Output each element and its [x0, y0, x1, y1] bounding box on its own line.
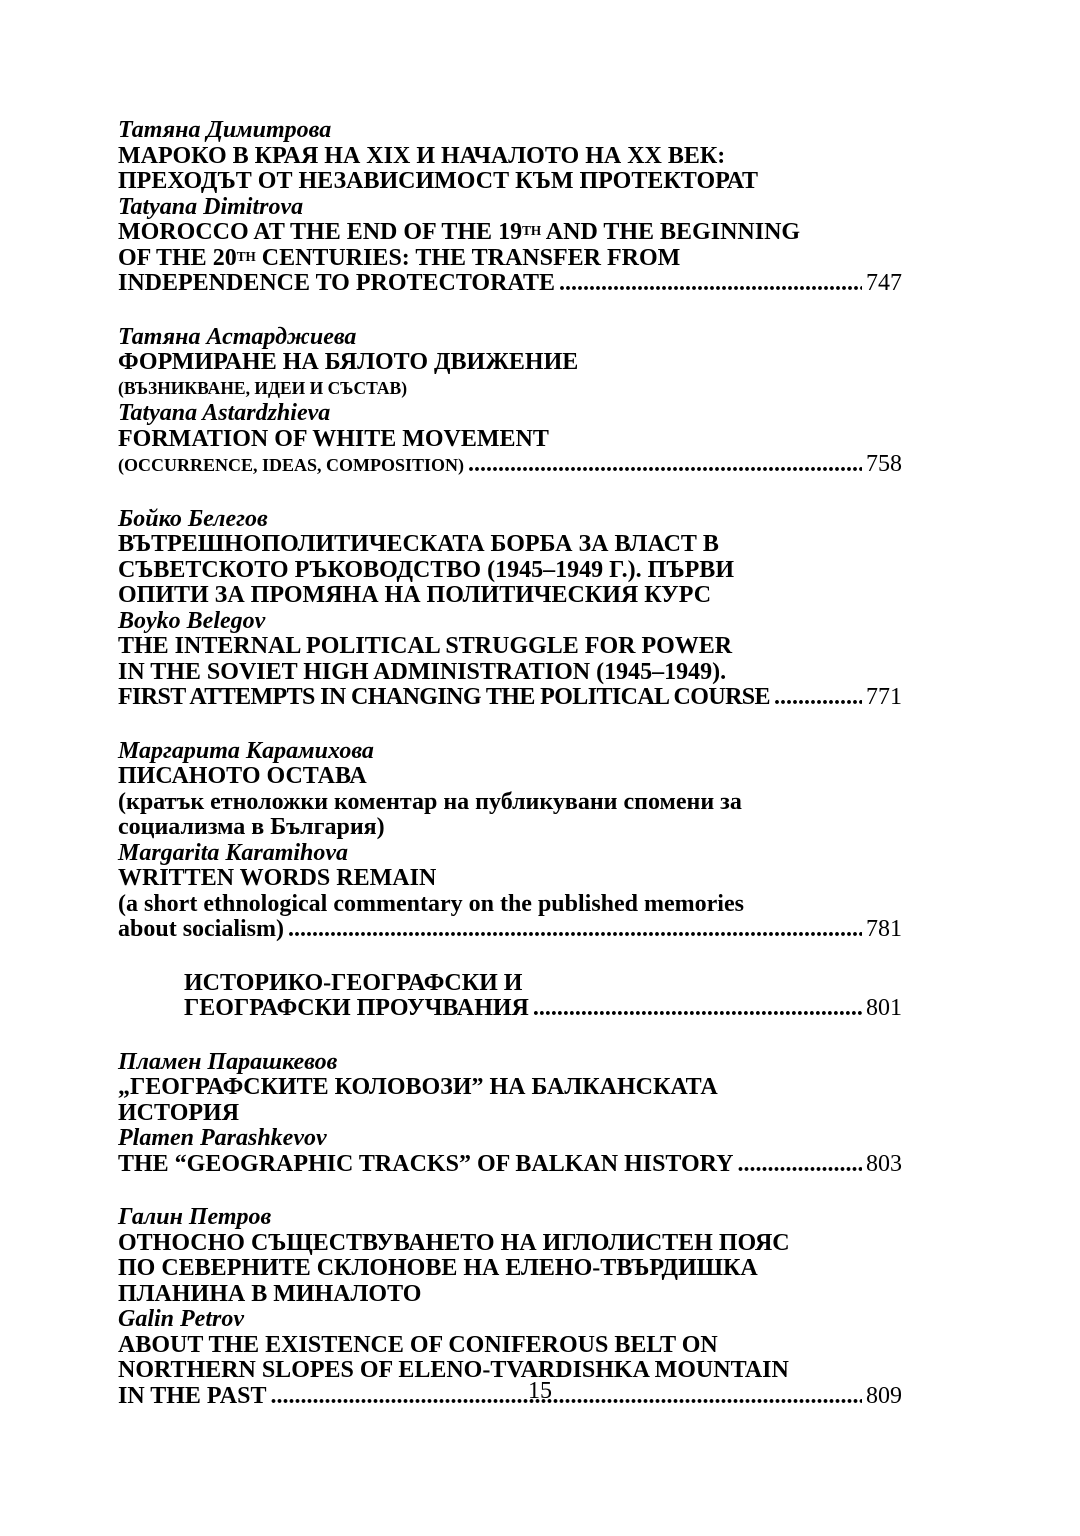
page-number: 15: [528, 1378, 552, 1404]
title-en-line: NORTHERN SLOPES OF ELENO-TVARDISHKA MOUNTAIN: [118, 1357, 789, 1383]
page-ref: 809: [866, 1382, 902, 1409]
title-en-line: WRITTEN WORDS REMAIN: [118, 865, 437, 891]
dot-leader: [533, 996, 862, 1022]
author-bg: Татяна Астарджиева: [118, 323, 357, 350]
author-en: Margarita Karamihova: [118, 839, 349, 866]
title-bg-line: „ГЕОГРАФСКИТЕ КОЛОВОЗИ” НА БАЛКАНСКАТА: [118, 1074, 718, 1100]
title-en-line: [118, 220, 902, 246]
title-bg-line: (кратък етноложки коментар на публикувани спомени за: [118, 788, 742, 815]
title-en-text: MOROCCO AT THE END OF THE 19: [118, 219, 523, 245]
author-en: Boyko Belegov: [118, 607, 266, 634]
toc-entry: [118, 1050, 902, 1178]
title-en-line: ABOUT THE EXISTENCE OF CONIFEROUS BELT ON: [118, 1331, 718, 1358]
section-title-line: ИСТОРИКО-ГЕОГРАФСКИ И: [184, 969, 523, 996]
table-of-contents: [118, 118, 902, 1437]
dot-leader: [288, 917, 862, 943]
title-bg-line: ОТНОСНО СЪЩЕСТВУВАНЕТО НА ИГЛОЛИСТЕН ПОЯС: [118, 1229, 790, 1256]
page-ref: 747: [866, 270, 902, 296]
author-en: Galin Petrov: [118, 1306, 244, 1332]
toc-line-with-page[interactable]: [118, 1152, 902, 1178]
author-bg: Галин Петров: [118, 1204, 272, 1230]
toc-entry: [118, 739, 902, 943]
ordinal-suffix: TH: [522, 223, 542, 238]
title-bg-line: ВЪТРЕШНОПОЛИТИЧЕСКАТА БОРБА ЗА ВЛАСТ В: [118, 531, 719, 557]
title-en-line: (OCCURRENCE, IDEAS, COMPOSITION): [118, 455, 465, 475]
title-bg-line: ПО СЕВЕРНИТЕ СКЛОНОВЕ НА ЕЛЕНО-ТВЪРДИШКА: [118, 1255, 758, 1281]
title-bg-line: ОПИТИ ЗА ПРОМЯНА НА ПОЛИТИЧЕСКИЯ КУРС: [118, 582, 712, 608]
dot-leader: [774, 685, 862, 711]
dot-leader: [737, 1152, 862, 1178]
author-bg: Бойко Белегов: [118, 505, 268, 532]
toc-entry: [118, 325, 902, 479]
title-bg-line: МАРОКО В КРАЯ НА XIX И НАЧАЛОТО НА XX ВЕК:: [118, 142, 726, 169]
section-heading: [184, 971, 902, 1022]
title-en-line: THE INTERNAL POLITICAL STRUGGLE FOR POWER: [118, 633, 733, 659]
page-ref: 801: [866, 995, 902, 1021]
ordinal-suffix: TH: [236, 248, 256, 264]
title-en-line: about socialism): [118, 916, 285, 942]
author-bg: Пламен Парашкевов: [118, 1048, 338, 1075]
title-en-text: OF THE 20: [118, 244, 237, 271]
title-bg-line: СЪВЕТСКОТО РЪКОВОДСТВО (1945–1949 Г.). ПЪРВИ: [118, 556, 734, 583]
title-en-line: FORMATION OF WHITE MOVEMENT: [118, 425, 549, 452]
page-ref: 758: [866, 451, 902, 477]
author-en: Tatyana Dimitrova: [118, 193, 304, 220]
toc-line-with-page[interactable]: [184, 996, 902, 1022]
toc-line-with-page[interactable]: [118, 271, 902, 297]
author-bg: Маргарита Карамихова: [118, 737, 374, 764]
section-title-line: ГЕОГРАФСКИ ПРОУЧВАНИЯ: [184, 995, 529, 1021]
title-en-line: (a short ethnological commentary on the published memories: [118, 890, 744, 917]
subtitle-bg: (ВЪЗНИКВАНЕ, ИДЕИ И СЪСТАВ): [118, 377, 408, 398]
toc-entry: [118, 507, 902, 711]
title-en-line: [118, 246, 902, 272]
title-en-line: IN THE PAST: [118, 1382, 267, 1409]
author-bg: Татяна Димитрова: [118, 117, 332, 143]
toc-line-with-page[interactable]: [118, 685, 902, 711]
page-ref: 781: [866, 916, 902, 942]
author-en: Tatyana Astardzhieva: [118, 400, 331, 426]
toc-entry: [118, 118, 902, 297]
title-en-line: IN THE SOVIET HIGH ADMINISTRATION (1945–1949).: [118, 658, 727, 685]
title-en-text: AND THE BEGINNING: [541, 219, 801, 245]
page-ref: 771: [866, 684, 902, 710]
title-en-line: FIRST ATTEMPTS IN CHANGING THE POLITICAL COURSE: [118, 684, 770, 710]
dot-leader: [468, 452, 862, 478]
title-en-line: THE “GEOGRAPHIC TRACKS” OF BALKAN HISTORY: [118, 1150, 734, 1177]
toc-line-with-page[interactable]: [118, 917, 902, 943]
title-bg-line: ПРЕХОДЪТ ОТ НЕЗАВИСИМОСТ КЪМ ПРОТЕКТОРАТ: [118, 168, 758, 194]
title-en-line: INDEPENDENCE TO PROTECTORATE: [118, 270, 555, 296]
title-bg-line: ИСТОРИЯ: [118, 1099, 240, 1126]
title-bg-line: ПИСАНОТО ОСТАВА: [118, 763, 367, 789]
toc-line-with-page[interactable]: [118, 452, 902, 479]
title-bg-line: социализма в България): [118, 814, 385, 840]
page-ref: 803: [866, 1150, 902, 1177]
title-bg-line: ПЛАНИНА В МИНАЛОТО: [118, 1280, 422, 1307]
title-bg-line: ФОРМИРАНЕ НА БЯЛОТО ДВИЖЕНИЕ: [118, 349, 579, 375]
dot-leader: [559, 271, 862, 297]
title-en-text: CENTURIES: THE TRANSFER FROM: [255, 244, 681, 271]
author-en: Plamen Parashkevov: [118, 1125, 327, 1151]
